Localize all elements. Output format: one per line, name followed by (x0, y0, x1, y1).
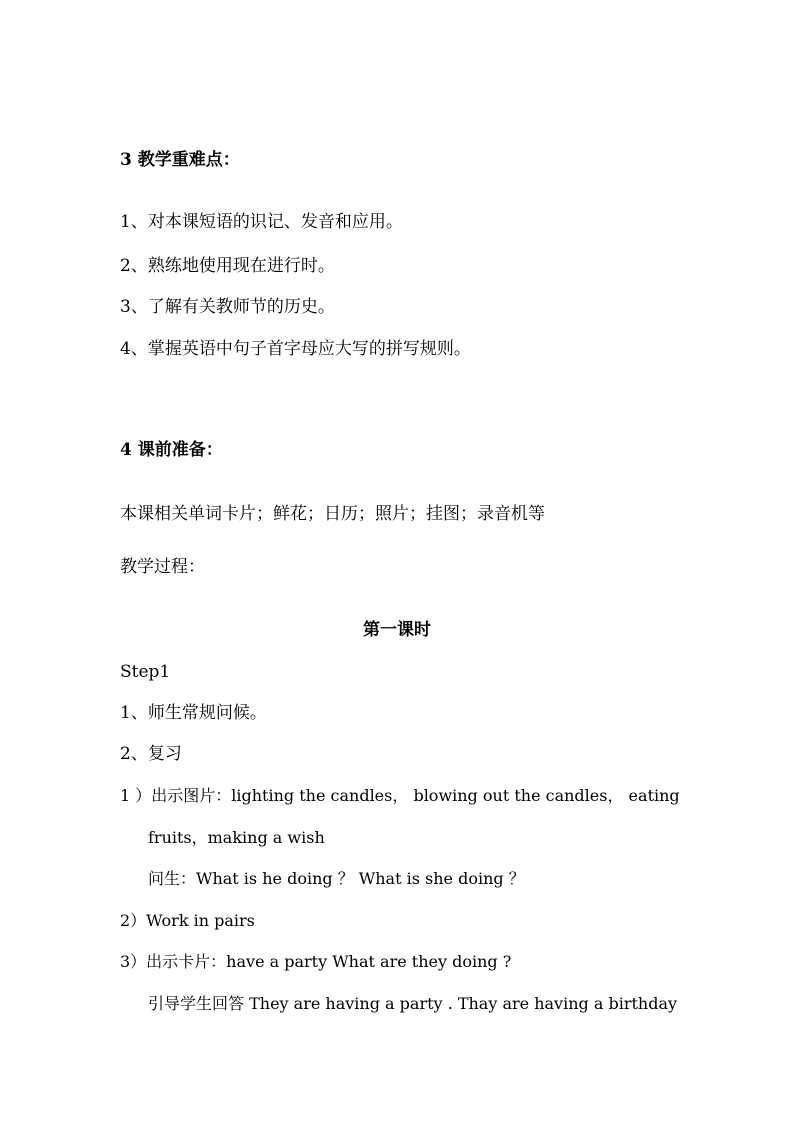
step-review: 2、复习 (120, 744, 182, 764)
lesson-title: 第一课时 (363, 620, 431, 640)
review-question: 问生：What is he doing ？ What is she doing ？ (148, 869, 525, 888)
step-label: Step1 (120, 662, 171, 682)
teaching-process-label: 教学过程： (120, 557, 205, 577)
review-sub-1: 1 ）出示图片：lighting the candles， blowing out the candles， eating (120, 786, 680, 805)
review-sub-3: 3）出示卡片：have a party What are they doing ? (120, 952, 512, 971)
list-item: 2、熟练地使用现在进行时。 (120, 256, 335, 276)
list-item: 1、对本课短语的识记、发音和应用。 (120, 212, 403, 232)
list-item: 4、掌握英语中句子首字母应大写的拼写规则。 (120, 339, 471, 359)
review-sub-2: 2）Work in pairs (120, 911, 255, 930)
section-4-heading: 4 课前准备： (120, 440, 223, 460)
step-greeting: 1、师生常规问候。 (120, 703, 267, 723)
list-item: 3、了解有关教师节的历史。 (120, 297, 335, 317)
section-3-heading: 3 教学重难点： (120, 150, 240, 170)
review-guide-answer: 引导学生回答 They are having a party . Thay are having a birthday (148, 994, 678, 1013)
review-sub-1-continued: fruits，making a wish (148, 828, 325, 847)
materials-text: 本课相关单词卡片；鲜花；日历；照片；挂图；录音机等 (120, 504, 545, 524)
